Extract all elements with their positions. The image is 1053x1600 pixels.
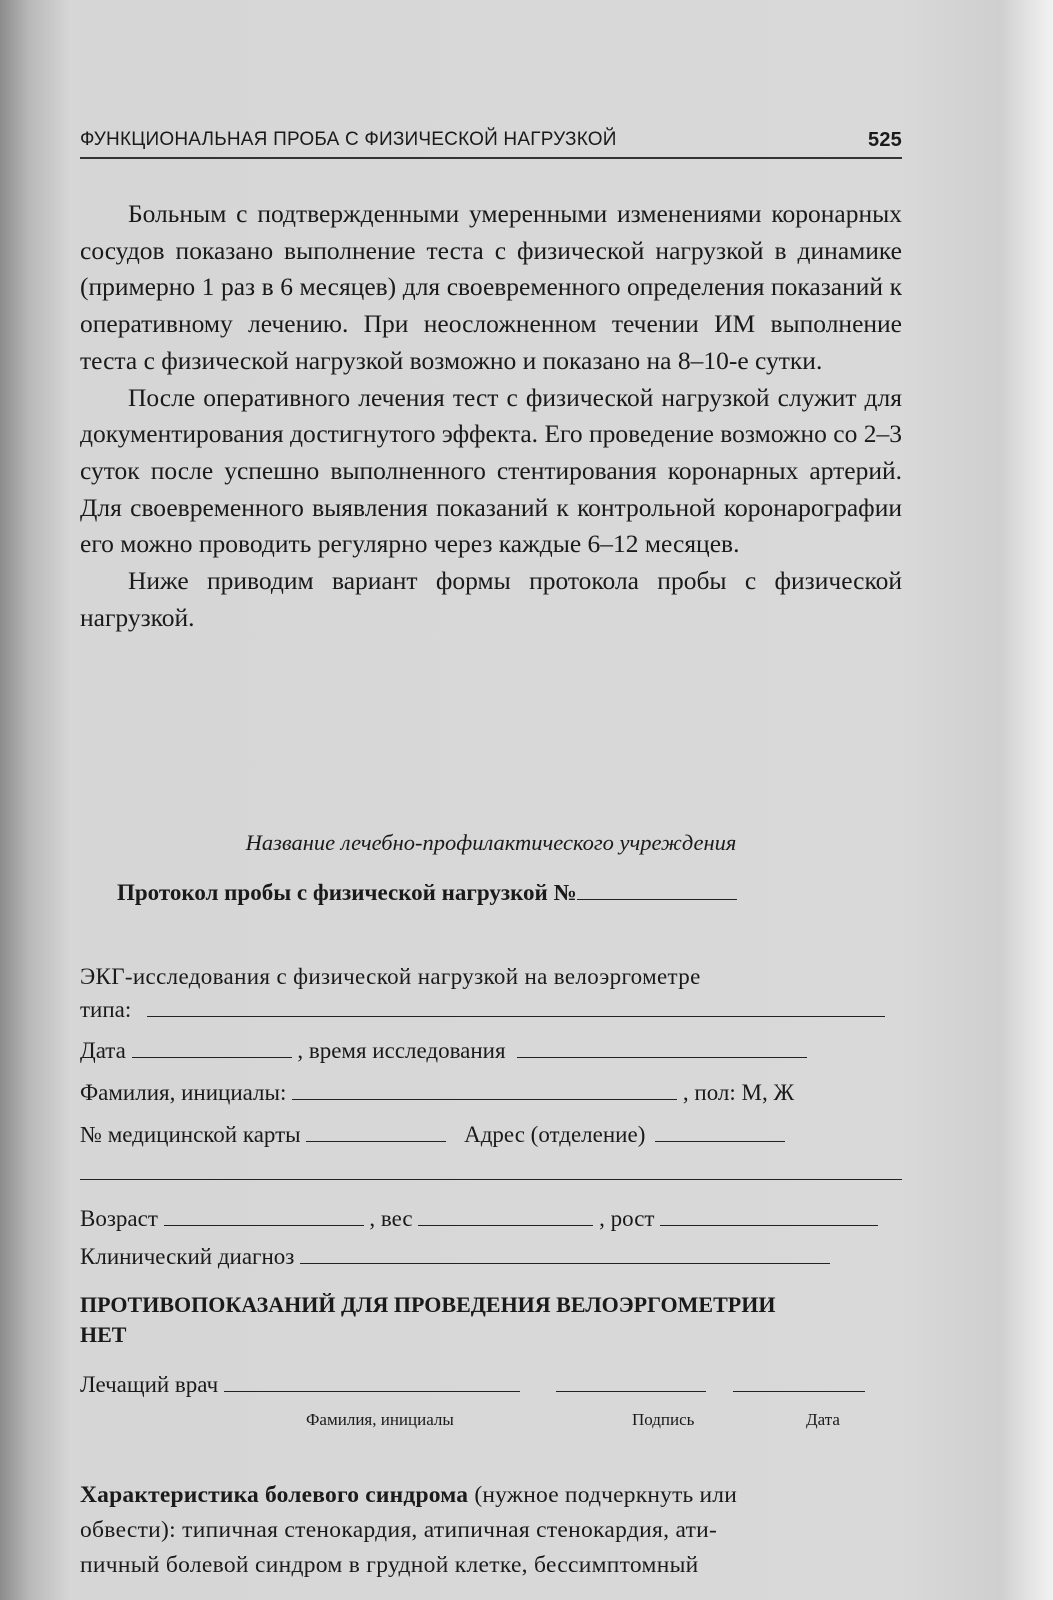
name-row	[80, 1080, 902, 1112]
ecg-row-1	[80, 964, 902, 996]
protocol-number-blank	[577, 898, 737, 900]
name-label: Фамилия, инициалы:	[80, 1080, 287, 1105]
institution-name: Название лечебно-профилактического учреждения	[245, 830, 737, 855]
height-blank	[660, 1224, 878, 1226]
pain-line2: обвести): типичная стенокардия, атипичная стенокардия, ати-	[80, 1517, 718, 1543]
contraindications-row-2	[80, 1322, 902, 1354]
height-label: , рост	[599, 1206, 655, 1231]
protocol-title-text: Протокол пробы с физической нагрузкой №	[117, 880, 577, 905]
pain-heading: Характеристика болевого синдрома	[80, 1482, 469, 1508]
contraindications-none: НЕТ	[80, 1322, 127, 1347]
pain-line1-rest: (нужное подчеркнуть или	[468, 1482, 738, 1508]
protocol-title	[117, 880, 737, 906]
date-blank	[132, 1056, 292, 1058]
address-continuation-row	[80, 1160, 902, 1192]
contraindications-text: ПРОТИВОПОКАЗАНИЙ ДЛЯ ПРОВЕДЕНИЯ ВЕЛОЭРГОМЕТРИИ	[80, 1292, 776, 1317]
ecg-label-line2: типа:	[80, 997, 132, 1022]
pain-row-1	[80, 1482, 902, 1509]
paragraph: После оперативного лечения тест с физической нагрузкой служит для документирования достигнутого эффекта. Его проведение возможно со 2–3 суток после успешно выполненного стентирования коронарных артерий. Для своевременного выявления показаний к контрольной коронарографии его можно проводить регулярно через каждые 6–12 месяцев.	[80, 382, 902, 559]
doctor-date-blank	[733, 1390, 865, 1392]
diagnosis-row	[80, 1244, 902, 1276]
sex-label: , пол: М, Ж	[682, 1080, 795, 1105]
card-label: № медицинской карты	[80, 1122, 301, 1147]
diagnosis-blank	[300, 1262, 830, 1264]
ecg-row-2	[80, 997, 902, 1029]
contraindications-row-1	[80, 1292, 902, 1324]
address-label: Адрес (отделение)	[464, 1122, 646, 1147]
age-blank	[164, 1224, 364, 1226]
header-title: ФУНКЦИОНАЛЬНАЯ ПРОБА С ФИЗИЧЕСКОЙ НАГРУЗКОЙ	[80, 129, 617, 150]
header-rule	[80, 157, 902, 159]
card-blank	[306, 1140, 446, 1142]
weight-blank	[418, 1224, 593, 1226]
doctor-signature-blank	[556, 1390, 706, 1392]
pain-line3: пичный болевой синдром в грудной клетке, бессимптомный	[80, 1552, 699, 1578]
name-blank	[292, 1098, 677, 1100]
signature-caption-name: Фамилия, инициалы	[306, 1410, 454, 1429]
pain-row-2	[80, 1517, 902, 1549]
paragraph: Ниже приводим вариант формы протокола пробы с физической нагрузкой.	[80, 566, 902, 632]
pain-row-3	[80, 1552, 902, 1584]
time-label: , время исследования	[297, 1038, 506, 1063]
age-label: Возраст	[80, 1206, 158, 1231]
date-row	[80, 1038, 902, 1070]
running-header	[80, 127, 902, 157]
doctor-row	[80, 1372, 902, 1404]
measurements-row	[80, 1206, 902, 1238]
time-blank	[517, 1056, 807, 1058]
page-number: 525	[868, 129, 902, 151]
signature-caption-date: Дата	[806, 1410, 840, 1429]
diagnosis-label: Клинический диагноз	[80, 1244, 295, 1269]
ecg-label-line1: ЭКГ-исследования с физической нагрузкой на велоэргометре	[80, 964, 701, 989]
body-text	[80, 196, 902, 636]
ecg-type-blank	[147, 1015, 885, 1017]
doctor-name-blank	[224, 1390, 520, 1392]
weight-label: , вес	[369, 1206, 413, 1231]
doctor-label: Лечащий врач	[80, 1372, 219, 1397]
date-label: Дата	[80, 1038, 126, 1063]
address-blank	[655, 1140, 785, 1142]
signature-caption-sign: Подпись	[632, 1410, 695, 1429]
address-continuation-blank	[80, 1178, 902, 1180]
paragraph: Больным с подтвержденными умеренными изменениями коронарных сосудов показано выполнение теста с физической нагрузкой в динамике (примерно 1 раз в 6 месяцев) для своевременного определения показаний к оперативному лечению. При неосложненном течении ИМ выполнение теста с физической нагрузкой возможно и показано на 8–10-е сутки.	[80, 199, 902, 375]
card-row	[80, 1122, 902, 1154]
